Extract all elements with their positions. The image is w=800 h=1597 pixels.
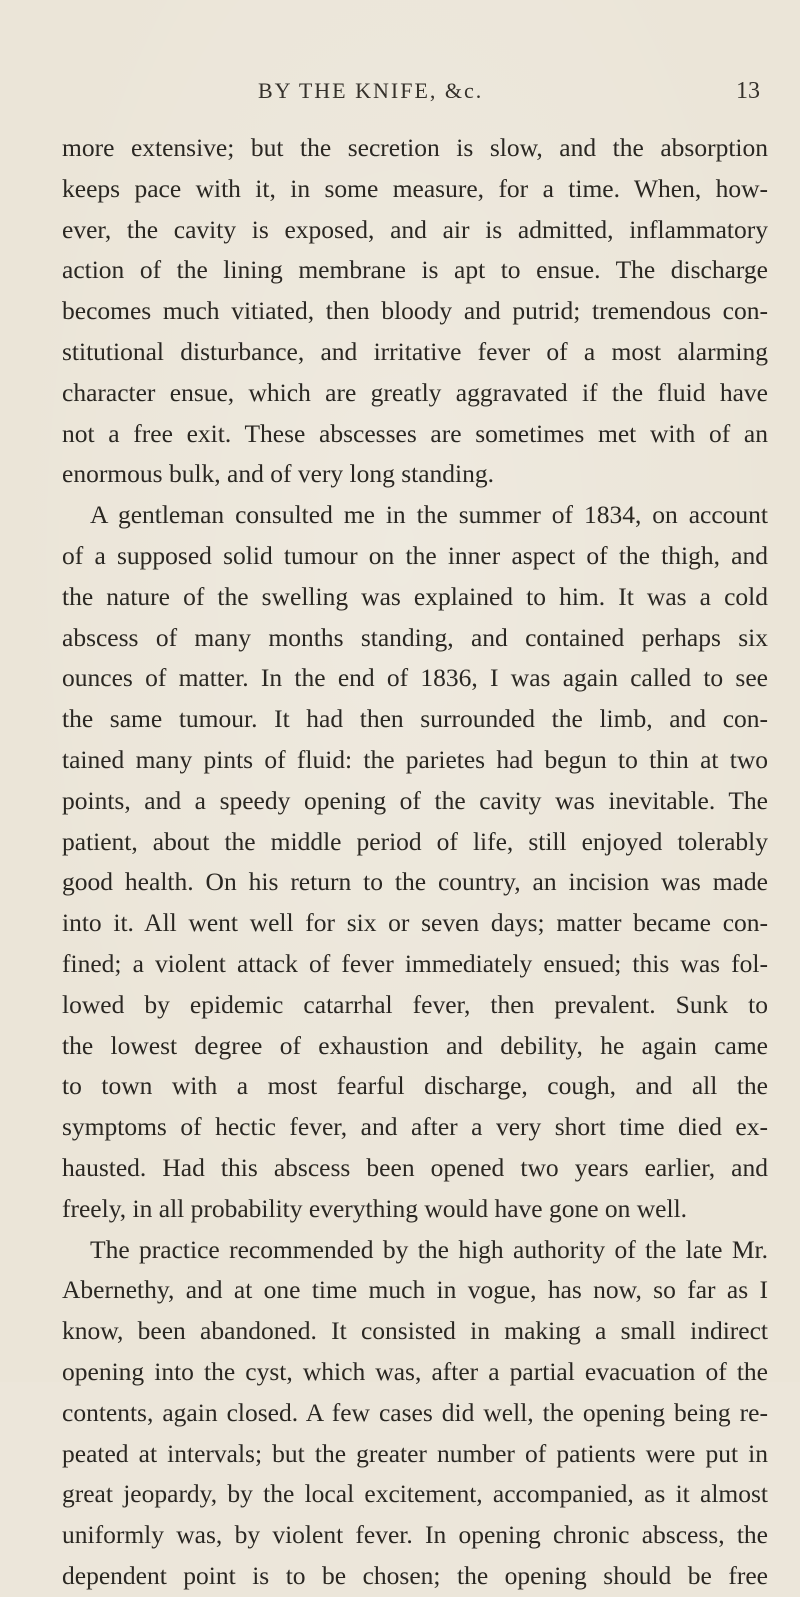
text-line: not a free exit. These abscesses are sometimes met with of an <box>62 418 768 448</box>
text-line: A gentleman consulted me in the summer of 1834, on account <box>90 500 768 530</box>
text-line: becomes much vitiated, then bloody and putrid; tremendous con- <box>62 296 768 326</box>
text-line: to town with a most fearful discharge, cough, and all the <box>62 1071 768 1101</box>
text-line: tained many pints of fluid: the parietes had begun to thin at two <box>62 744 768 774</box>
text-line: peated at intervals; but the greater number of patients were put in <box>62 1438 768 1468</box>
text-line: character ensue, which are greatly aggravated if the fluid have <box>62 377 768 407</box>
text-line: points, and a speedy opening of the cavity was inevitable. The <box>62 785 768 815</box>
text-line: enormous bulk, and of very long standing. <box>62 459 495 489</box>
body-text <box>62 128 768 1597</box>
text-line: into it. All went well for six or seven days; matter became con- <box>62 908 768 938</box>
text-line: dependent point is to be chosen; the opening should be free <box>62 1560 768 1590</box>
text-line: stitutional disturbance, and irritative fever of a most alarming <box>62 336 768 366</box>
text-line: ounces of matter. In the end of 1836, I was again called to see <box>62 663 768 693</box>
text-line: ever, the cavity is exposed, and air is admitted, inflammatory <box>62 214 768 244</box>
text-line: know, been abandoned. It consisted in making a small indirect <box>62 1316 768 1346</box>
text-line: the lowest degree of exhaustion and debility, he again came <box>62 1030 768 1060</box>
text-line: good health. On his return to the country, an incision was made <box>62 867 768 897</box>
text-line: more extensive; but the secretion is slow, and the absorption <box>62 133 768 162</box>
text-line: freely, in all probability everything would have gone on well. <box>62 1193 688 1223</box>
text-line: The practice recommended by the high authority of the late Mr. <box>90 1234 768 1264</box>
text-line: Abernethy, and at one time much in vogue, has now, so far as I <box>62 1275 768 1305</box>
text-line: symptoms of hectic fever, and after a very short time died ex- <box>62 1112 768 1142</box>
text-line: lowed by epidemic catarrhal fever, then prevalent. Sunk to <box>62 989 768 1019</box>
text-line: the nature of the swelling was explained to him. It was a cold <box>62 581 768 611</box>
running-head <box>0 78 800 118</box>
text-line: keeps pace with it, in some measure, for a time. When, how- <box>62 173 768 203</box>
page-number: 13 <box>736 78 760 104</box>
text-line: patient, about the middle period of life, still enjoyed tolerably <box>62 826 768 856</box>
text-line: fined; a violent attack of fever immediately ensued; this was fol- <box>62 948 768 978</box>
text-line: contents, again closed. A few cases did well, the opening being re- <box>62 1397 768 1427</box>
text-line: great jeopardy, by the local excitement, accompanied, as it almost <box>62 1479 768 1509</box>
text-line: the same tumour. It had then surrounded the limb, and con- <box>62 704 768 734</box>
text-line: action of the lining membrane is apt to ensue. The discharge <box>62 255 768 285</box>
text-line: hausted. Had this abscess been opened two years earlier, and <box>62 1152 768 1182</box>
text-line: uniformly was, by violent fever. In opening chronic abscess, the <box>62 1520 768 1550</box>
running-title: BY THE KNIFE, &c. <box>258 78 484 103</box>
text-line: abscess of many months standing, and contained perhaps six <box>62 622 768 652</box>
text-line: opening into the cyst, which was, after a partial evacuation of the <box>62 1356 768 1386</box>
text-line: of a supposed solid tumour on the inner aspect of the thigh, and <box>62 540 768 570</box>
